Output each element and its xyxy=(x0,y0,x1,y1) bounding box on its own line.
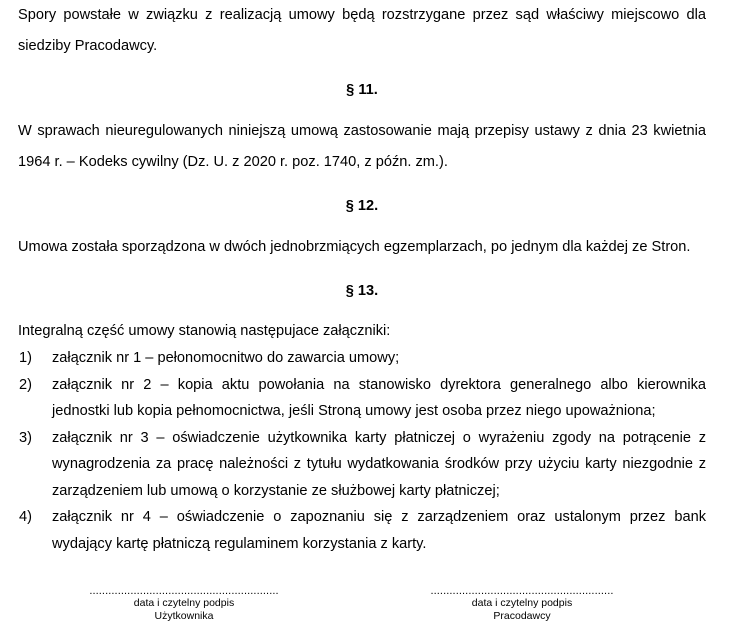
signature-block-user xyxy=(66,585,302,623)
signature-block-employer xyxy=(412,585,632,623)
paragraph-jurisdiction: Spory powstałe w związku z realizacją umowy będą rozstrzygane przez sąd właściwy miejscowo dla siedziby Pracodawcy. xyxy=(18,7,706,54)
signature-party: Użytkownika xyxy=(154,610,214,622)
annex-item xyxy=(18,504,706,557)
annex-number: 3) xyxy=(19,429,32,446)
signature-party: Pracodawcy xyxy=(493,610,551,622)
annex-text: załącznik nr 2 – kopia aktu powołania na stanowisko dyrektora generalnego albo kierownika jednostki lub kopia pełnomocnictwa, jeśli Stroną umowy jest osoba przez niego upoważniona; xyxy=(52,376,706,419)
annex-text: załącznik nr 1 – pełonomocnitwo do zawarcia umowy; xyxy=(52,350,400,366)
annex-text: załącznik nr 4 – oświadczenie o zapoznaniu się z zarządzeniem oraz ustalonym przez bank wydający kartę płatniczą regulaminem korzystania z karty. xyxy=(52,509,706,552)
annex-number: 2) xyxy=(19,376,32,393)
signature-line: ............................................................ xyxy=(89,585,279,597)
section-heading-13: § 13. xyxy=(345,283,379,299)
signature-area xyxy=(0,585,743,642)
paragraph-civil-code: W sprawach nieuregulowanych niniejszą umową zastosowanie mają przepisy ustawy z dnia 23 kwietnia 1964 r. – Kodeks cywilny (Dz. U. z 2020 r. poz. 1740, z późn. zm.). xyxy=(18,123,706,170)
annex-number: 4) xyxy=(19,509,32,525)
section-heading-12: § 12. xyxy=(345,198,379,214)
document-page xyxy=(18,0,706,557)
annex-text: załącznik nr 3 – oświadczenie użytkownika karty płatniczej o wyrażeniu zgody na potrącenie z wynagrodzenia za pracę należności z tytułu wydatkowania środków przy użyciu karty niezgodnie z zarządzeniem lub umową o korzystanie ze służbowej karty płatniczej; xyxy=(52,429,706,499)
paragraph-copies: Umowa została sporządzona w dwóch jednobrzmiących egzemplarzach, po jednym dla każdej ze Stron. xyxy=(18,239,691,255)
paragraph-annexes-intro: Integralną część umowy stanowią następujace załączniki: xyxy=(18,323,391,339)
annex-item xyxy=(18,372,706,425)
annex-item xyxy=(18,345,706,372)
signature-line: .......................................................... xyxy=(430,585,614,597)
annex-item xyxy=(18,425,706,505)
section-heading-11: § 11. xyxy=(346,82,378,98)
annex-list xyxy=(18,345,706,557)
signature-caption: data i czytelny podpis xyxy=(133,597,235,609)
signature-caption: data i czytelny podpis xyxy=(471,597,573,609)
annex-number: 1) xyxy=(19,350,32,366)
